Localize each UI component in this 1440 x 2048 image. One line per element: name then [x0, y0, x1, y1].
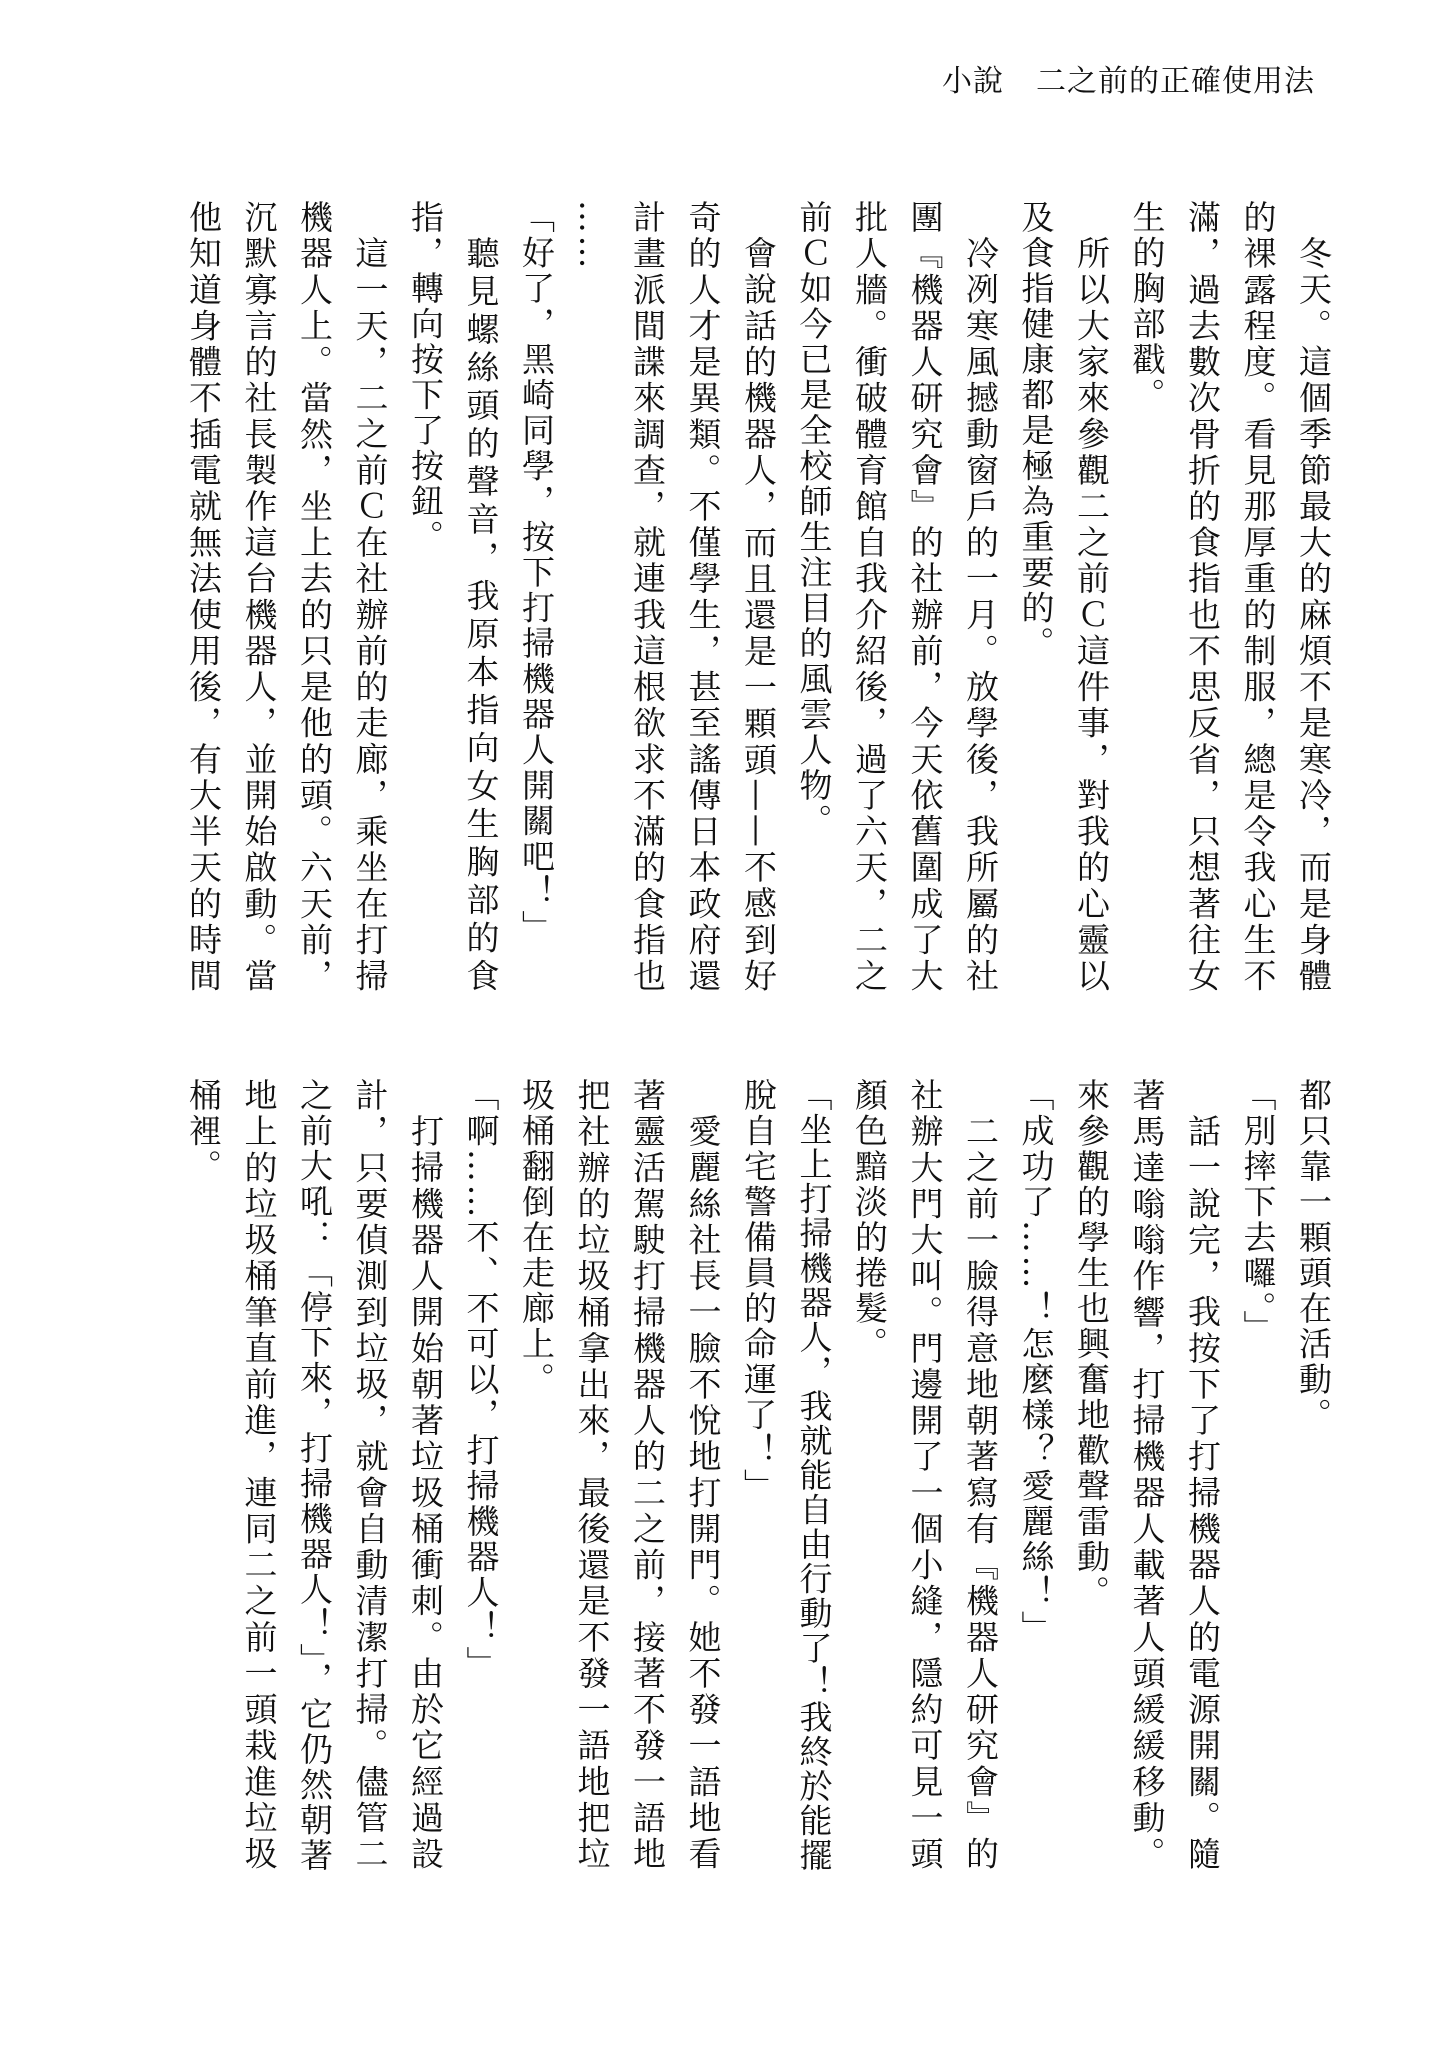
running-header [942, 64, 1315, 100]
text-column: 指，轉向按下了按鈕。 [406, 200, 445, 555]
text-column: 著靈活駕駛打掃機器人的二之前，接著不發一語地 [628, 1078, 667, 1872]
text-column: 地上的垃圾桶筆直前進，連同二之前一頭栽進垃圾 [239, 1078, 279, 1872]
text-column: 奇的人才是異類。不僅學生，甚至謠傳日本政府還 [683, 200, 723, 994]
text-column: 桶裡。 [184, 1078, 223, 1185]
text-column: 圾桶翻倒在走廊上。 [517, 1078, 556, 1398]
dialogue-column: 脫自宅警備員的命運了！」 [739, 1078, 778, 1504]
dialogue-column: 「別摔下去囉。」 [1238, 1078, 1278, 1346]
dialogue-column: 「啊……不、不可以，打掃機器人！」 [461, 1078, 501, 1682]
text-column: 計畫派間諜來調查，就連我這根欲求不滿的食指也 [628, 200, 667, 994]
text-column: 他知道身體不插電就無法使用後，有大半天的時間 [184, 200, 223, 994]
text-column: 二之前一臉得意地朝著寫有『機器人研究會』的 [961, 1114, 1000, 1872]
text-column: 機器人上。當然，坐上去的只是他的頭。六天前， [295, 200, 334, 994]
text-column: 話一說完，我按下了打掃機器人的電源開關。隨 [1183, 1114, 1222, 1872]
text-column: 前Ｃ如今已是全校師生注目的風雲人物。 [794, 200, 834, 839]
text-column: 打掃機器人開始朝著垃圾桶衝刺。由於它經過設 [406, 1114, 445, 1872]
text-column: 之前大吼：「停下來，打掃機器人！」，它仍然朝著 [295, 1078, 334, 1872]
text-column: 社辦大門大叫。門邊開了一個小縫，隱約可見一頭 [905, 1078, 945, 1872]
dialogue-column: 「好了，黑崎同學，按下打掃機器人開關吧！」 [517, 200, 556, 946]
dialogue-column: 「坐上打掃機器人，我就能自由行動了！我終於能擺 [794, 1078, 834, 1872]
text-column: 的裸露程度。看見那厚重的制服，總是令我心生不 [1238, 200, 1278, 994]
upper-text-block [176, 200, 1342, 994]
text-column: 冬天。這個季節最大的麻煩不是寒冷，而是身體 [1294, 236, 1333, 994]
text-column: 把社辦的垃圾桶拿出來，最後還是不發一語地把垃 [572, 1078, 612, 1872]
text-column: 生的胸部戳。 [1127, 200, 1167, 413]
text-column: 這一天，二之前Ｃ在社辦前的走廊，乘坐在打掃 [350, 236, 390, 994]
ellipsis-column: …… [572, 200, 612, 271]
dialogue-column: 「成功了……！怎麼樣？愛麗絲！」 [1016, 1078, 1056, 1646]
text-column: 及食指健康都是極為重要的。 [1016, 200, 1056, 662]
text-column: 冷冽寒風撼動窗戶的一月。放學後，我所屬的社 [961, 236, 1000, 994]
text-column: 來參觀的學生也興奮地歡聲雷動。 [1072, 1078, 1111, 1611]
header-title: 二之前的正確使用法 [1036, 64, 1315, 99]
lower-text-block [176, 1078, 1342, 1872]
text-column: 批人牆。衝破體育館自我介紹後，過了六天，二之 [850, 200, 889, 994]
text-column: 沉默寡言的社長製作這台機器人，並開始啟動。當 [239, 200, 279, 994]
text-column: 聽見螺絲頭的聲音，我原本指向女生胸部的食 [461, 236, 501, 994]
text-column: 計，只要偵測到垃圾，就會自動清潔打掃。儘管二 [350, 1078, 390, 1872]
text-column: 會說話的機器人，而且還是一顆頭——不感到好 [739, 236, 778, 994]
text-column: 滿，過去數次骨折的食指也不思反省，只想著往女 [1183, 200, 1222, 994]
text-column: 所以大家來參觀二之前Ｃ這件事，對我的心靈以 [1072, 236, 1111, 994]
text-column: 顏色黯淡的捲髮。 [850, 1078, 889, 1362]
text-column: 著馬達嗡嗡作響，打掃機器人載著人頭緩緩移動。 [1127, 1078, 1167, 1872]
text-column: 都只靠一顆頭在活動。 [1294, 1078, 1333, 1433]
text-column: 團『機器人研究會』的社辦前，今天依舊圍成了大 [905, 200, 945, 994]
text-column: 愛麗絲社長一臉不悅地打開門。她不發一語地看 [683, 1114, 723, 1872]
header-section-label: 小說 [942, 64, 1004, 99]
